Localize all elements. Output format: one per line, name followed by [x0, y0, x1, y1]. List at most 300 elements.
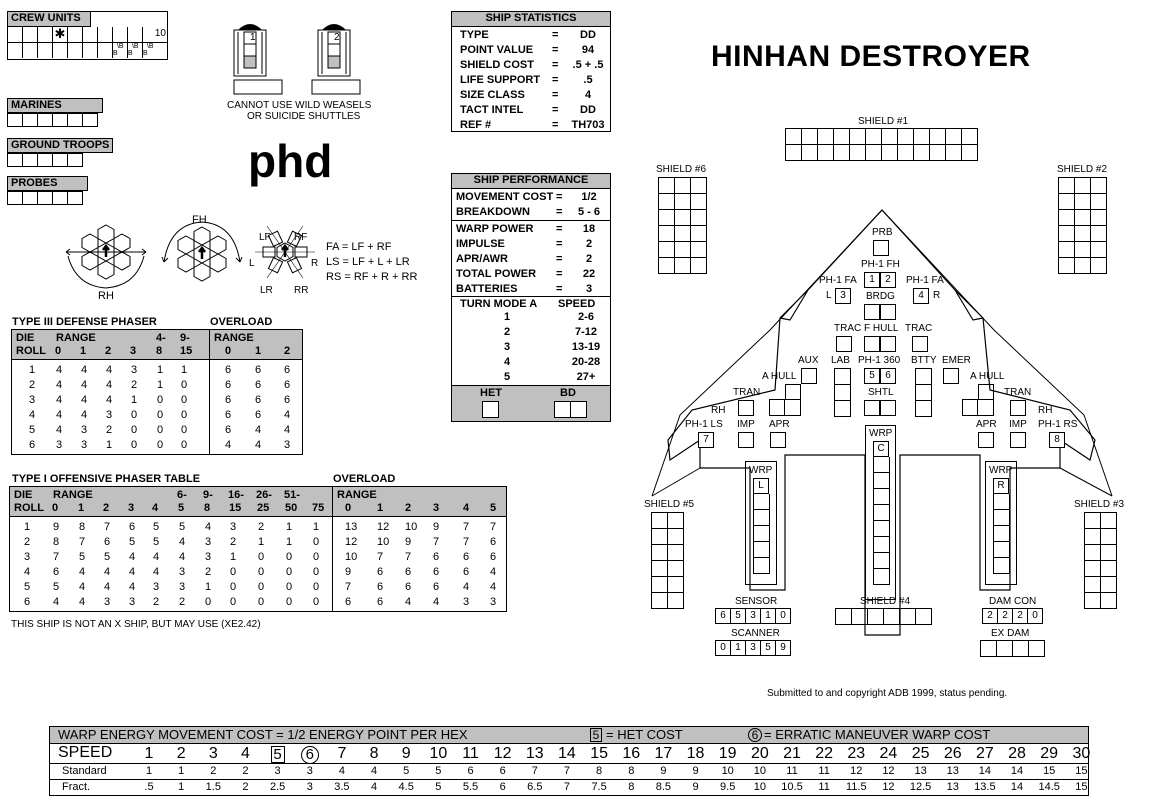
performance-rows-1	[452, 189, 610, 221]
fract-value: 10.5	[781, 781, 803, 793]
perf-eq: =	[556, 238, 563, 250]
arc-label-fh: FH	[192, 214, 207, 226]
type3-table	[11, 329, 303, 455]
shield2-label: SHIELD #2	[1057, 164, 1108, 175]
type1-cell: 0	[313, 596, 320, 608]
type1-cell: 6	[463, 551, 470, 563]
type3-cell: 6	[225, 424, 232, 436]
type1-cell: 1	[286, 521, 293, 533]
track-cell[interactable]: 1	[730, 640, 746, 656]
perf-eq: =	[556, 191, 563, 203]
die-label: DIE	[14, 489, 33, 501]
stat-eq: =	[552, 104, 559, 116]
type1-cell: 5	[179, 521, 186, 533]
type3-cell: 4	[255, 424, 262, 436]
type3-cell: 6	[225, 409, 232, 421]
shuttle-1-label: 1	[250, 32, 256, 43]
type1-overload-title: OVERLOAD	[333, 473, 396, 485]
emer-box[interactable]	[943, 368, 959, 384]
ph1rs-box[interactable]: 8	[1049, 432, 1065, 448]
range-bot: 50	[285, 502, 298, 514]
type3-cell: 3	[56, 439, 63, 451]
fract-value: 1	[178, 781, 185, 793]
type3-cell: 4	[56, 364, 63, 376]
btty-boxes[interactable]	[915, 368, 932, 417]
ph1-360-label: PH-1 360	[858, 355, 901, 366]
lab-boxes[interactable]	[834, 368, 851, 417]
type1-cell: 6	[377, 596, 384, 608]
speed-value: 8	[369, 745, 379, 762]
shtl-box-2[interactable]	[880, 400, 896, 416]
ph1ls-box[interactable]: 7	[698, 432, 714, 448]
sensor-label: SENSOR	[735, 596, 778, 607]
performance-rows-2	[452, 221, 610, 297]
type3-cell: 1	[29, 364, 36, 376]
trac-right-box[interactable]	[912, 336, 928, 352]
type3-cell: 3	[131, 364, 138, 376]
overload-range: 3	[433, 502, 440, 514]
track-cell[interactable]: 3	[745, 640, 761, 656]
type1-cell: 6	[24, 596, 31, 608]
fract-value: 9	[692, 781, 699, 793]
type3-cell: 4	[106, 364, 113, 376]
perf-label: BREAKDOWN	[456, 206, 530, 218]
het-box[interactable]	[482, 401, 499, 418]
type1-cell: 7	[490, 521, 497, 533]
type3-cell: 3	[81, 439, 88, 451]
perf-eq: =	[556, 268, 563, 280]
type1-cell: 4	[79, 581, 86, 593]
fract-row-label: Fract.	[62, 781, 91, 793]
ph1fh-box-2[interactable]: 2	[880, 272, 896, 288]
speed-value: 30	[1072, 745, 1091, 762]
type3-cell: 4	[56, 409, 63, 421]
type1-cell: 7	[433, 536, 440, 548]
standard-value: 4	[370, 765, 378, 777]
shield6-label: SHIELD #6	[656, 164, 707, 175]
perf-label: BATTERIES	[456, 283, 518, 295]
standard-value: 13	[946, 765, 959, 777]
ph1fh-box-1[interactable]: 1	[864, 272, 880, 288]
fract-value: 3	[306, 781, 313, 793]
turn-mode-row	[452, 310, 610, 325]
type1-cell: 6	[53, 566, 60, 578]
rh-arc-icon	[66, 225, 146, 288]
track-cell[interactable]: 2	[1012, 608, 1028, 624]
track-cell[interactable]: 0	[715, 640, 731, 656]
track-cell[interactable]: 5	[730, 608, 746, 624]
arc-label-lf: LF	[259, 232, 271, 243]
type3-overload-title: OVERLOAD	[210, 316, 273, 328]
fract-value: 7.5	[591, 781, 607, 793]
range-bot: 2	[105, 345, 112, 357]
tran-left-box[interactable]	[738, 400, 754, 416]
erratic-cost-circle: 6	[748, 728, 762, 742]
ph1fa-left-l: L	[826, 290, 832, 301]
shuttle-bays[interactable]	[228, 18, 368, 98]
range-bot: 25	[257, 502, 270, 514]
standard-value: 4	[338, 765, 345, 777]
fract-value: 9.5	[720, 781, 736, 793]
damcon-label: DAM CON	[989, 596, 1037, 607]
type1-cell: 6	[377, 566, 384, 578]
type1-cell: 0	[286, 551, 293, 563]
type1-cell: 3	[129, 596, 136, 608]
range-top: 4-	[156, 332, 166, 344]
type1-cell: 5	[104, 551, 111, 563]
type1-cell: 6	[463, 566, 470, 578]
stat-label: TACT INTEL	[460, 104, 524, 116]
type1-cell: 0	[258, 551, 265, 563]
type3-cell: 6	[284, 379, 291, 391]
tran-right-label: TRAN	[1004, 387, 1032, 398]
track-cell[interactable]: 6	[715, 608, 731, 624]
fract-value: 13	[946, 781, 959, 793]
ph1fa-left-label: PH-1 FA	[819, 275, 857, 286]
turn-speed: 7-12	[574, 326, 598, 338]
speed-value: 26	[943, 745, 962, 762]
type1-cell: 0	[230, 566, 237, 578]
fract-value: 8.5	[655, 781, 672, 793]
type1-cell: 4	[129, 551, 136, 563]
speed-value: 19	[718, 745, 737, 762]
range-bot: 0	[55, 345, 62, 357]
fract-value: 12.5	[909, 781, 932, 793]
perf-label: WARP POWER	[456, 223, 534, 235]
speed-value: 24	[879, 745, 898, 762]
ph1fh-label: PH-1 FH	[861, 259, 900, 270]
overload-range: 1	[377, 502, 384, 514]
range-bot: 8	[156, 345, 163, 357]
stat-label: POINT VALUE	[460, 44, 534, 56]
turn-mode: 1	[503, 311, 511, 323]
arc-label-rr: RR	[294, 285, 309, 296]
shtl-label: SHTL	[868, 387, 894, 398]
type3-cell: 3	[106, 409, 113, 421]
imp-left-box[interactable]	[738, 432, 754, 448]
type3-cell: 0	[181, 424, 188, 436]
range-top: 16-	[228, 489, 244, 501]
type1-cell: 1	[286, 536, 293, 548]
range-bot: 15	[180, 345, 193, 357]
type1-cell: 4	[490, 581, 497, 593]
type3-cell: 0	[157, 424, 164, 436]
type1-cell: 4	[405, 596, 412, 608]
fhull-box-1[interactable]	[864, 336, 880, 352]
rh-right-label: RH	[1038, 405, 1053, 416]
fh-arc-icon	[162, 222, 242, 281]
bd-box-2[interactable]	[570, 401, 587, 418]
speed-header: SPEED	[558, 298, 596, 310]
stat-value: 4	[584, 89, 592, 101]
type1-cell: 4	[179, 551, 186, 563]
type1-cell: 5	[79, 551, 86, 563]
type1-cell: 6	[433, 581, 440, 593]
warp-center-boxes[interactable]	[873, 457, 890, 585]
warp-cost-text: WARP ENERGY MOVEMENT COST = 1/2 ENERGY POINT PER HEX	[58, 727, 468, 742]
type3-cell: 4	[225, 439, 232, 451]
perf-value: 3	[585, 283, 593, 295]
standard-value: 1	[178, 765, 185, 777]
het-cost-text: = HET COST	[606, 727, 683, 742]
overload-range-label: RANGE	[337, 489, 377, 501]
scanner-track[interactable]	[715, 640, 790, 656]
stat-value: 94	[581, 44, 595, 56]
type1-cell: 2	[205, 566, 212, 578]
type3-cell: 3	[284, 439, 291, 451]
stat-eq: =	[552, 59, 559, 71]
type1-cell: 7	[463, 521, 470, 533]
standard-value: 10	[753, 765, 766, 777]
tran-left-label: TRAN	[733, 387, 761, 398]
stat-eq: =	[552, 89, 559, 101]
ph1-360-box-1[interactable]: 5	[864, 368, 880, 384]
apr-left-box[interactable]	[770, 432, 786, 448]
type3-cell: 5	[29, 424, 36, 436]
perf-row	[456, 190, 610, 205]
fract-value: 12	[882, 781, 895, 793]
type1-cell: 0	[313, 566, 320, 578]
track-cell[interactable]: 1	[760, 608, 776, 624]
type1-cell: 3	[205, 551, 212, 563]
type1-cell: 4	[79, 566, 86, 578]
type1-cell: 5	[53, 581, 60, 593]
type1-cell: 4	[53, 596, 60, 608]
probes-boxes[interactable]	[7, 191, 83, 205]
fract-value: 4.5	[398, 781, 414, 793]
type3-cell: 4	[56, 394, 63, 406]
type1-cell: 4	[129, 581, 136, 593]
sensor-track[interactable]	[715, 608, 790, 624]
ahull-right-boxes[interactable]	[962, 384, 994, 416]
range-bot: 1	[80, 345, 87, 357]
overload-range: 0	[345, 502, 352, 514]
turn-mode: 5	[503, 371, 511, 383]
fract-value: 11.5	[846, 781, 867, 793]
fract-value: 14	[1010, 781, 1024, 793]
boarding-cell-2: \B B	[128, 43, 143, 58]
boarding-cell-3: \B B	[143, 43, 154, 57]
type3-cell: 0	[157, 394, 164, 406]
track-cell[interactable]: 3	[745, 608, 761, 624]
type1-cell: 3	[230, 521, 237, 533]
type1-cell: 3	[153, 581, 160, 593]
overload-range: 0	[225, 345, 232, 357]
speed-value: 1	[144, 745, 154, 762]
turn-mode-row	[452, 370, 610, 385]
shield4-boxes[interactable]	[835, 608, 932, 625]
type1-cell: 8	[53, 536, 60, 548]
speed-value: 5	[271, 746, 285, 763]
type3-cell: 0	[131, 409, 138, 421]
standard-value: 14	[1010, 765, 1024, 777]
prb-label: PRB	[872, 227, 893, 238]
speed-value: 3	[208, 745, 218, 762]
type1-cell: 2	[258, 521, 265, 533]
stat-label: SHIELD COST	[460, 59, 534, 71]
standard-value: 2	[210, 765, 217, 777]
type1-cell: 3	[463, 596, 470, 608]
het-label: HET	[480, 387, 502, 399]
type1-table	[9, 486, 507, 612]
imp-right-box[interactable]	[1010, 432, 1026, 448]
perf-label: TOTAL POWER	[456, 268, 537, 280]
type1-cell: 0	[258, 566, 265, 578]
perf-row	[456, 205, 610, 220]
type1-cell: 6	[433, 566, 440, 578]
type1-cell: 6	[490, 551, 497, 563]
stat-eq: =	[552, 119, 559, 131]
shield1-boxes[interactable]	[785, 128, 978, 161]
turn-mode: 4	[503, 356, 511, 368]
fract-value: 3.5	[334, 781, 350, 793]
speed-value: 27	[975, 745, 994, 762]
type3-cell: 6	[284, 364, 291, 376]
shield2-boxes[interactable]	[1058, 177, 1107, 274]
type1-cell: 2	[230, 536, 237, 548]
standard-value: 11	[786, 765, 798, 777]
arc-label-lr: LR	[260, 285, 273, 296]
type1-cell: 10	[345, 551, 358, 563]
damcon-track[interactable]	[982, 608, 1042, 624]
type1-cell: 12	[377, 521, 390, 533]
marines-boxes[interactable]	[7, 113, 98, 127]
type1-cell: 6	[377, 581, 384, 593]
speed-value: 9	[401, 745, 411, 762]
track-cell[interactable]: 9	[775, 640, 791, 656]
stat-label: LIFE SUPPORT	[460, 74, 541, 86]
perf-label: IMPULSE	[456, 238, 505, 250]
track-cell[interactable]: 0	[775, 608, 791, 624]
type3-cell: 4	[56, 379, 63, 391]
perf-eq: =	[556, 253, 563, 265]
range-label: RANGE	[53, 489, 93, 501]
aux-box[interactable]	[801, 368, 817, 384]
fract-value: 6.5	[527, 781, 543, 793]
type1-cell: 7	[377, 551, 384, 563]
type1-cell: 7	[405, 551, 412, 563]
probes-title: PROBES	[7, 176, 88, 191]
stat-eq: =	[552, 74, 559, 86]
track-cell[interactable]: 2	[997, 608, 1013, 624]
ship-performance-title: SHIP PERFORMANCE	[452, 174, 610, 189]
track-cell[interactable]: 5	[760, 640, 776, 656]
prb-box[interactable]	[873, 240, 889, 256]
bd-label: BD	[560, 387, 576, 399]
arc-def-rs: RS = RF + R + RR	[326, 271, 418, 283]
standard-value: 7	[531, 765, 538, 777]
crew-units-grid[interactable]: ✱ 10 \B B \B B \B B	[8, 27, 168, 59]
type3-cell: 0	[181, 409, 188, 421]
type1-cell: 8	[79, 521, 86, 533]
standard-value: 14	[978, 765, 992, 777]
type1-cell: 0	[313, 581, 320, 593]
type3-cell: 4	[81, 379, 88, 391]
perf-eq: =	[556, 206, 563, 218]
type1-cell: 10	[377, 536, 390, 548]
speed-value: 7	[337, 745, 347, 762]
shtl-box-1[interactable]	[864, 400, 880, 416]
type3-cell: 4	[81, 394, 88, 406]
perf-eq: =	[556, 283, 563, 295]
arc-label-r: R	[311, 258, 319, 269]
speed-chart-header	[50, 727, 1088, 744]
warp-right-boxes[interactable]	[993, 494, 1010, 574]
standard-value: 1	[145, 765, 153, 777]
bd-box-1[interactable]	[554, 401, 571, 418]
brdg-box-1[interactable]	[864, 304, 880, 320]
turn-mode-row	[452, 340, 610, 355]
ph1fa-left-box[interactable]: 3	[835, 288, 851, 304]
warp-left-boxes[interactable]	[753, 494, 770, 574]
type3-cell: 1	[181, 364, 188, 376]
ground-troops-boxes[interactable]	[7, 153, 83, 167]
trac-left-box[interactable]	[836, 336, 852, 352]
shield5-boxes[interactable]	[651, 512, 684, 609]
speed-value: 4	[240, 745, 250, 762]
standard-value: 7	[563, 765, 570, 777]
speed-value: 6	[301, 746, 319, 764]
warp-left-label: WRP	[749, 465, 773, 476]
fract-value: 1.5	[205, 781, 221, 793]
stat-value: TH703	[571, 119, 605, 131]
tran-right-box[interactable]	[1010, 400, 1026, 416]
fract-value: .5	[144, 781, 154, 793]
ph1-360-box-2[interactable]: 6	[880, 368, 896, 384]
turn-speed: 13-19	[571, 341, 601, 353]
ph1fa-right-r: R	[933, 290, 941, 301]
apr-left-label: APR	[769, 419, 790, 430]
perf-label: MOVEMENT COST	[456, 191, 554, 203]
roll-label: ROLL	[14, 502, 44, 514]
shield3-boxes[interactable]	[1084, 512, 1117, 609]
perf-value: 18	[582, 223, 596, 235]
stat-row	[460, 118, 610, 133]
standard-value: 9	[692, 765, 699, 777]
brdg-box-2[interactable]	[880, 304, 896, 320]
type3-cell: 3	[29, 394, 36, 406]
type3-cell: 1	[157, 379, 164, 391]
track-cell[interactable]: 2	[982, 608, 998, 624]
perf-value: 2	[585, 253, 593, 265]
shield6-boxes[interactable]	[658, 177, 707, 274]
aux-label: AUX	[798, 355, 819, 366]
type1-cell: 3	[24, 551, 31, 563]
fhull-box-2[interactable]	[880, 336, 896, 352]
range-top: 26-	[256, 489, 272, 501]
exdam-boxes[interactable]	[980, 640, 1045, 657]
standard-value: 6	[467, 765, 474, 777]
speed-value: 12	[493, 745, 512, 762]
turn-speed: 2-6	[578, 311, 594, 323]
ahull-left-boxes[interactable]	[769, 384, 801, 416]
turn-mode-header: TURN MODE A	[460, 298, 538, 310]
type3-cell: 0	[131, 439, 138, 451]
fract-value: 11	[818, 781, 830, 793]
apr-right-box[interactable]	[978, 432, 994, 448]
speed-value: 10	[429, 745, 448, 762]
speed-value: 17	[654, 745, 673, 762]
type1-cell: 2	[24, 536, 31, 548]
track-cell[interactable]: 0	[1027, 608, 1043, 624]
type1-cell: 4	[24, 566, 31, 578]
ph1fa-right-box[interactable]: 4	[913, 288, 929, 304]
stat-value: DD	[580, 104, 596, 116]
stat-value: .5 + .5	[572, 59, 604, 71]
roll-label: ROLL	[16, 345, 46, 357]
ground-troops-title: GROUND TROOPS	[7, 138, 113, 153]
crew-count: 10	[154, 28, 166, 39]
